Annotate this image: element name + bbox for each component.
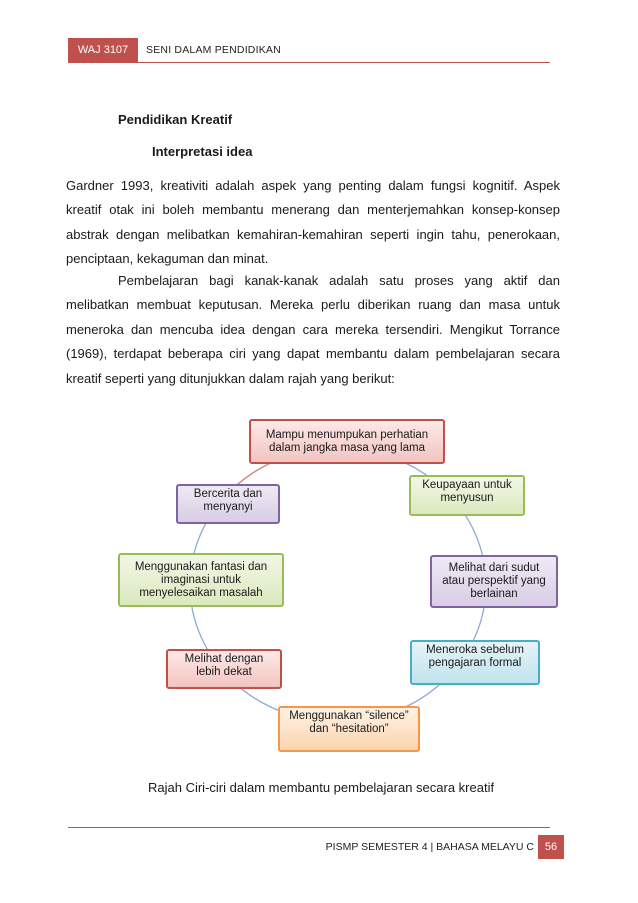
diagram-node-meneroka: Meneroka sebelum pengajaran formal [410,640,540,685]
course-title: SENI DALAM PENDIDIKAN [146,44,281,56]
footer-rule [68,827,550,828]
diagram-node-melihat-dekat: Melihat dengan lebih dekat [166,649,282,689]
header-rule [68,62,550,63]
paragraph-2: Pembelajaran bagi kanak-kanak adalah satu proses yang aktif dan melibatkan membuat keputusan. Mereka perlu diberikan ruang dan masa untuk meneroka dan mencuba idea dengan cara mereka tersendiri. Mengikut Torrance (1969), terdapat beberapa ciri yang dapat membantu dalam pembelajaran secara kreatif seperti yang ditunjukkan dalam rajah yang berikut: [66,273,560,386]
diagram-node-bercerita: Bercerita dan menyanyi [176,484,280,524]
diagram-node-fokus: Mampu menumpukan perhatian dalam jangka masa yang lama [249,419,445,464]
figure-caption: Rajah Ciri-ciri dalam membantu pembelajaran secara kreatif [148,780,495,795]
diagram-node-menyusun: Keupayaan untuk menyusun [409,475,525,516]
course-code-badge: WAJ 3107 [68,38,138,62]
section-subheading: Interpretasi idea [152,144,253,159]
page-number: 56 [538,835,564,859]
diagram-node-silence: Menggunakan “silence” dan “hesitation” [278,706,420,752]
diagram-node-fantasi: Menggunakan fantasi dan imaginasi untuk menyelesaikan masalah [118,553,284,607]
section-heading: Pendidikan Kreatif [118,112,233,127]
paragraph-1: Gardner 1993, kreativiti adalah aspek yang penting dalam fungsi kognitif. Aspek kreatif otak ini boleh membantu menerang dan menterjemahkan konsep-konsep abstrak dengan melibatkan kemahiran-kemahiran seperti ingin tahu, penerokaan, penciptaan, kekaguman dan minat. [66,178,560,267]
footer-label: PISMP SEMESTER 4 | BAHASA MELAYU C [325,841,534,853]
diagram-node-perspektif: Melihat dari sudut atau perspektif yang berlainan [430,555,558,608]
